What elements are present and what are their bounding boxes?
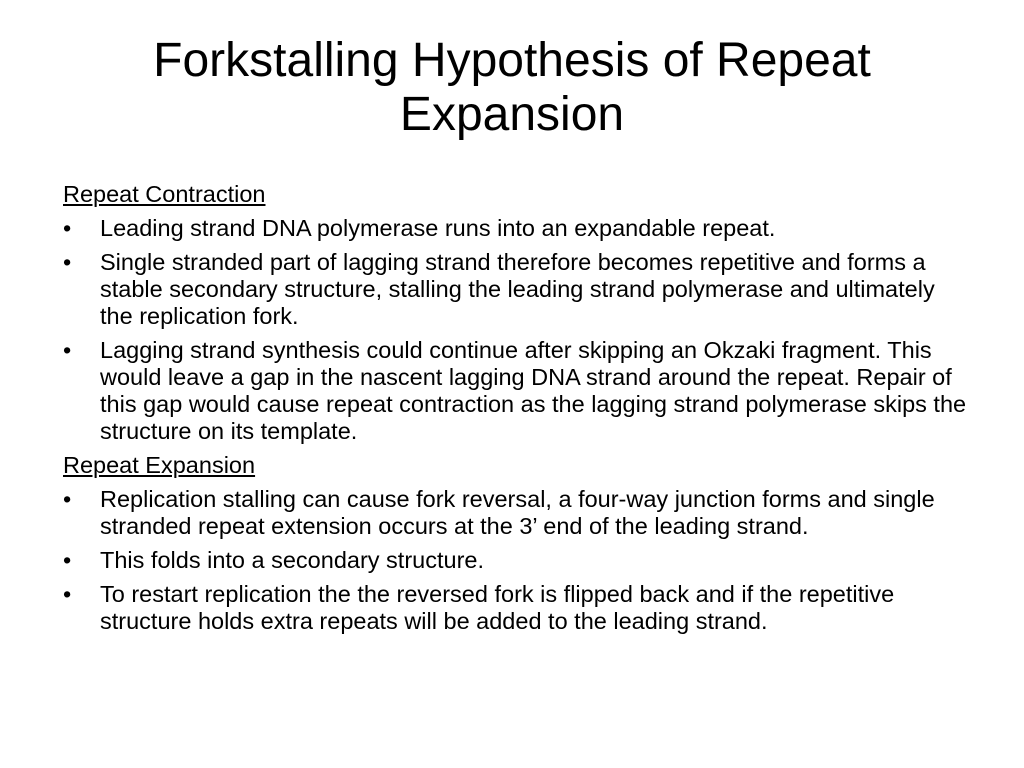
bullet-icon: •: [63, 547, 72, 573]
bullet-item: [63, 547, 968, 574]
section-heading: Repeat Expansion: [63, 452, 256, 478]
bullet-text: Replication stalling can cause fork reversal, a four-way junction forms and single stranded repeat extension occurs at the 3’ end of the leading strand.: [100, 486, 935, 539]
bullet-item: [63, 215, 968, 242]
bullet-item: [63, 249, 968, 330]
slide-body: [63, 181, 968, 642]
section-heading: Repeat Contraction: [63, 181, 266, 207]
section-repeat-contraction: [63, 181, 968, 445]
section-repeat-expansion: [63, 452, 968, 635]
bullet-text: Leading strand DNA polymerase runs into an expandable repeat.: [100, 215, 776, 241]
bullet-text: To restart replication the the reversed fork is flipped back and if the repetitive structure holds extra repeats will be added to the leading strand.: [100, 581, 895, 634]
bullet-text: This folds into a secondary structure.: [100, 547, 485, 573]
bullet-icon: •: [63, 581, 72, 607]
slide-title: Forkstalling Hypothesis of Repeat Expansion: [153, 34, 871, 141]
bullet-icon: •: [63, 249, 72, 275]
bullet-item: [63, 581, 968, 635]
bullet-list: [63, 486, 968, 635]
bullet-list: [63, 215, 968, 445]
bullet-text: Lagging strand synthesis could continue after skipping an Okzaki fragment. This would leave a gap in the nascent lagging DNA strand around the repeat. Repair of this gap would cause repeat contraction as the lagging strand polymerase skips the structure on its template.: [100, 337, 967, 444]
bullet-icon: •: [63, 215, 72, 241]
bullet-text: Single stranded part of lagging strand therefore becomes repetitive and forms a stable secondary structure, stalling the leading strand polymerase and ultimately the replication fork.: [100, 249, 935, 329]
bullet-icon: •: [63, 486, 72, 512]
bullet-item: [63, 486, 968, 540]
bullet-item: [63, 337, 968, 445]
bullet-icon: •: [63, 337, 72, 363]
